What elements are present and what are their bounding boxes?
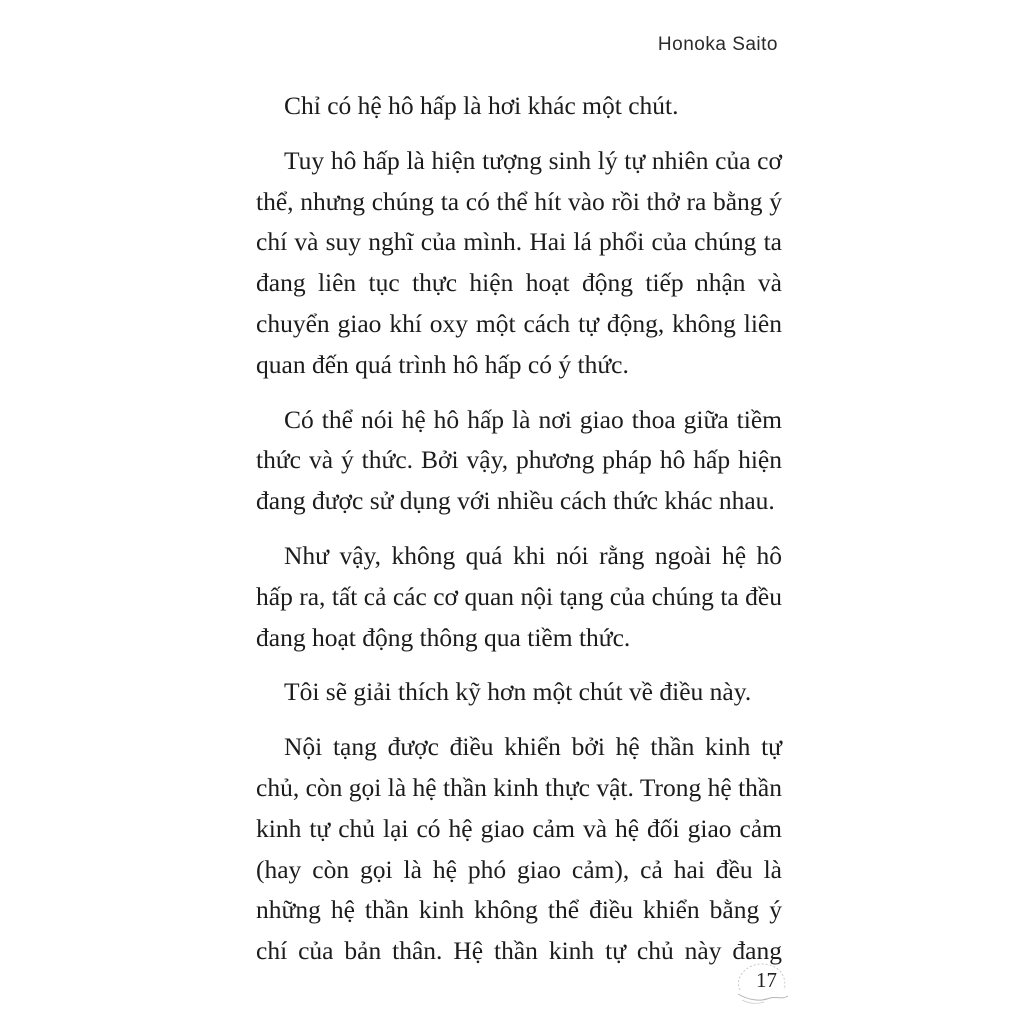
paragraph-6: Nội tạng được điều khiển bởi hệ thần kinh tự chủ, còn gọi là hệ thần kinh thực vật. Trong hệ thần kinh tự chủ lại có hệ giao cảm và hệ đối giao cảm (hay còn gọi là hệ phó giao cảm), cả hai đều là những hệ thần kinh không thể điều khiển bằng ý chí của bản thân. Hệ thần kinh tự chủ này đang (256, 732, 782, 966)
paragraph-2: Tuy hô hấp là hiện tượng sinh lý tự nhiên của cơ thể, nhưng chúng ta có thể hít vào rồi thở ra bằng ý chí và suy nghĩ của mình. Hai lá phổi của chúng ta đang liên tục thực hiện hoạt động tiếp nhận và chuyển giao khí oxy một cách tự động, không liên quan đến quá trình hô hấp có ý thức. (256, 145, 782, 379)
paragraph-4: Như vậy, không quá khi nói rằng ngoài hệ hô hấp ra, tất cả các cơ quan nội tạng của chúng ta đều đang hoạt động thông qua tiềm thức. (256, 540, 782, 652)
page-body (256, 86, 782, 972)
paragraph-3: Có thể nói hệ hô hấp là nơi giao thoa giữa tiềm thức và ý thức. Bởi vậy, phương pháp hô hấp hiện đang được sử dụng với nhiều cách thức khác nhau. (256, 404, 782, 516)
page-number: 17 (756, 968, 777, 992)
paragraph-1: Chỉ có hệ hô hấp là hơi khác một chút. (284, 91, 679, 120)
running-header-author: Honoka Saito (657, 34, 778, 55)
paragraph-5: Tôi sẽ giải thích kỹ hơn một chút về điều này. (284, 677, 752, 707)
page-footer (730, 960, 792, 1008)
